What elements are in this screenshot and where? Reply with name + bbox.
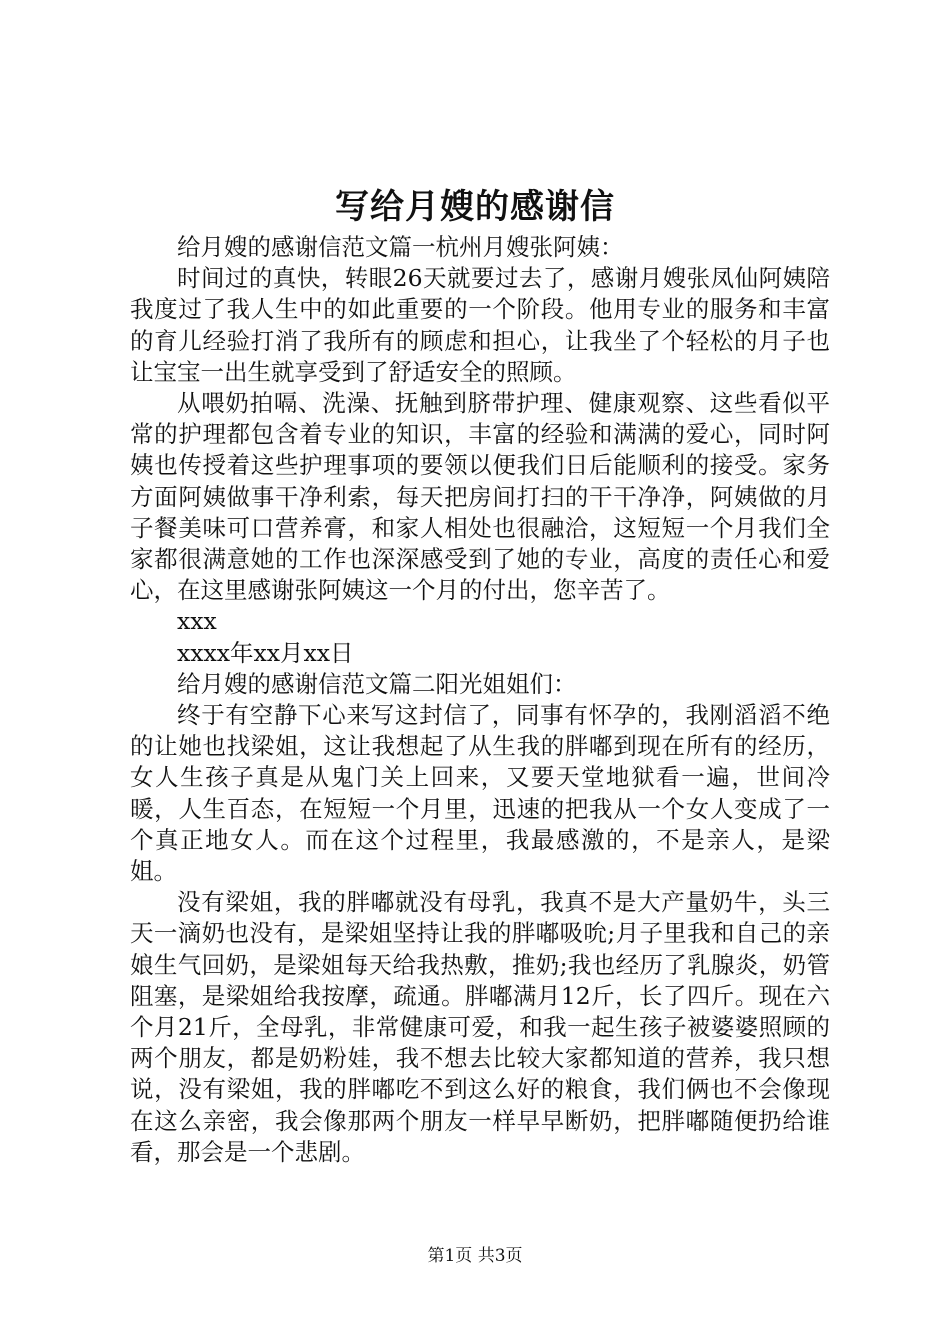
paragraph-salutation-1: 给月嫂的感谢信范文篇一杭州月嫂张阿姨： — [177, 233, 624, 261]
paragraph: 终于有空静下心来写这封信了，同事有怀孕的，我刚滔滔不绝的让她也找梁姐，这让我想起了从生我的胖嘟到现在所有的经历，女人生孩子真是从鬼门关上回来，又要天堂地狱看一遍，世间冷暖，人生百态，在短短一个月里，迅速的把我从一个女人变成了一个真正地女人。而在这个过程里，我最感激的，不是亲人，是梁姐。 — [130, 701, 830, 886]
document-title: 写给月嫂的感谢信 — [335, 187, 615, 227]
paragraph: 从喂奶拍嗝、洗澡、抚触到脐带护理、健康观察、这些看似平常的护理都包含着专业的知识，丰富的经验和满满的爱心，同时阿姨也传授着这些护理事项的要领以便我们日后能顺利的接受。家务方面阿姨做事干净利索，每天把房间打扫的干干净净，阿姨做的月子餐美味可口营养膏，和家人相处也很融洽，这短短一个月我们全家都很满意她的工作也深深感受到了她的专业，高度的责任心和爱心，在这里感谢张阿姨这一个月的付出，您辛苦了。 — [130, 389, 830, 605]
document-body — [130, 232, 830, 1168]
signature: xxx — [177, 607, 217, 636]
paragraph: 时间过的真快，转眼26天就要过去了，感谢月嫂张凤仙阿姨陪我度过了我人生中的如此重要的一个阶段。他用专业的服务和丰富的育儿经验打消了我所有的顾虑和担心，让我坐了个轻松的月子也让宝宝一出生就享受到了舒适安全的照顾。 — [130, 264, 830, 386]
paragraph: 没有梁姐，我的胖嘟就没有母乳，我真不是大产量奶牛，头三天一滴奶也没有，是梁姐坚持让我的胖嘟吸吮;月子里我和自己的亲娘生气回奶，是梁姐每天给我热敷，推奶;我也经历了乳腺炎，奶管阻塞，是梁姐给我按摩，疏通。胖嘟满月12斤，长了四斤。现在六个月21斤，全母乳，非常健康可爱，和我一起生孩子被婆婆照顾的两个朋友，都是奶粉娃，我不想去比较大家都知道的营养，我只想说，没有梁姐，我的胖嘟吃不到这么好的粮食，我们俩也不会像现在这么亲密，我会像那两个朋友一样早早断奶，把胖嘟随便扔给谁看，那会是一个悲剧。 — [130, 888, 830, 1166]
paragraph-salutation-2: 给月嫂的感谢信范文篇二阳光姐姐们： — [177, 669, 577, 698]
page-number-footer: 第1页 共3页 — [427, 1246, 523, 1266]
date-line: xxxx年xx月xx日 — [177, 638, 354, 667]
